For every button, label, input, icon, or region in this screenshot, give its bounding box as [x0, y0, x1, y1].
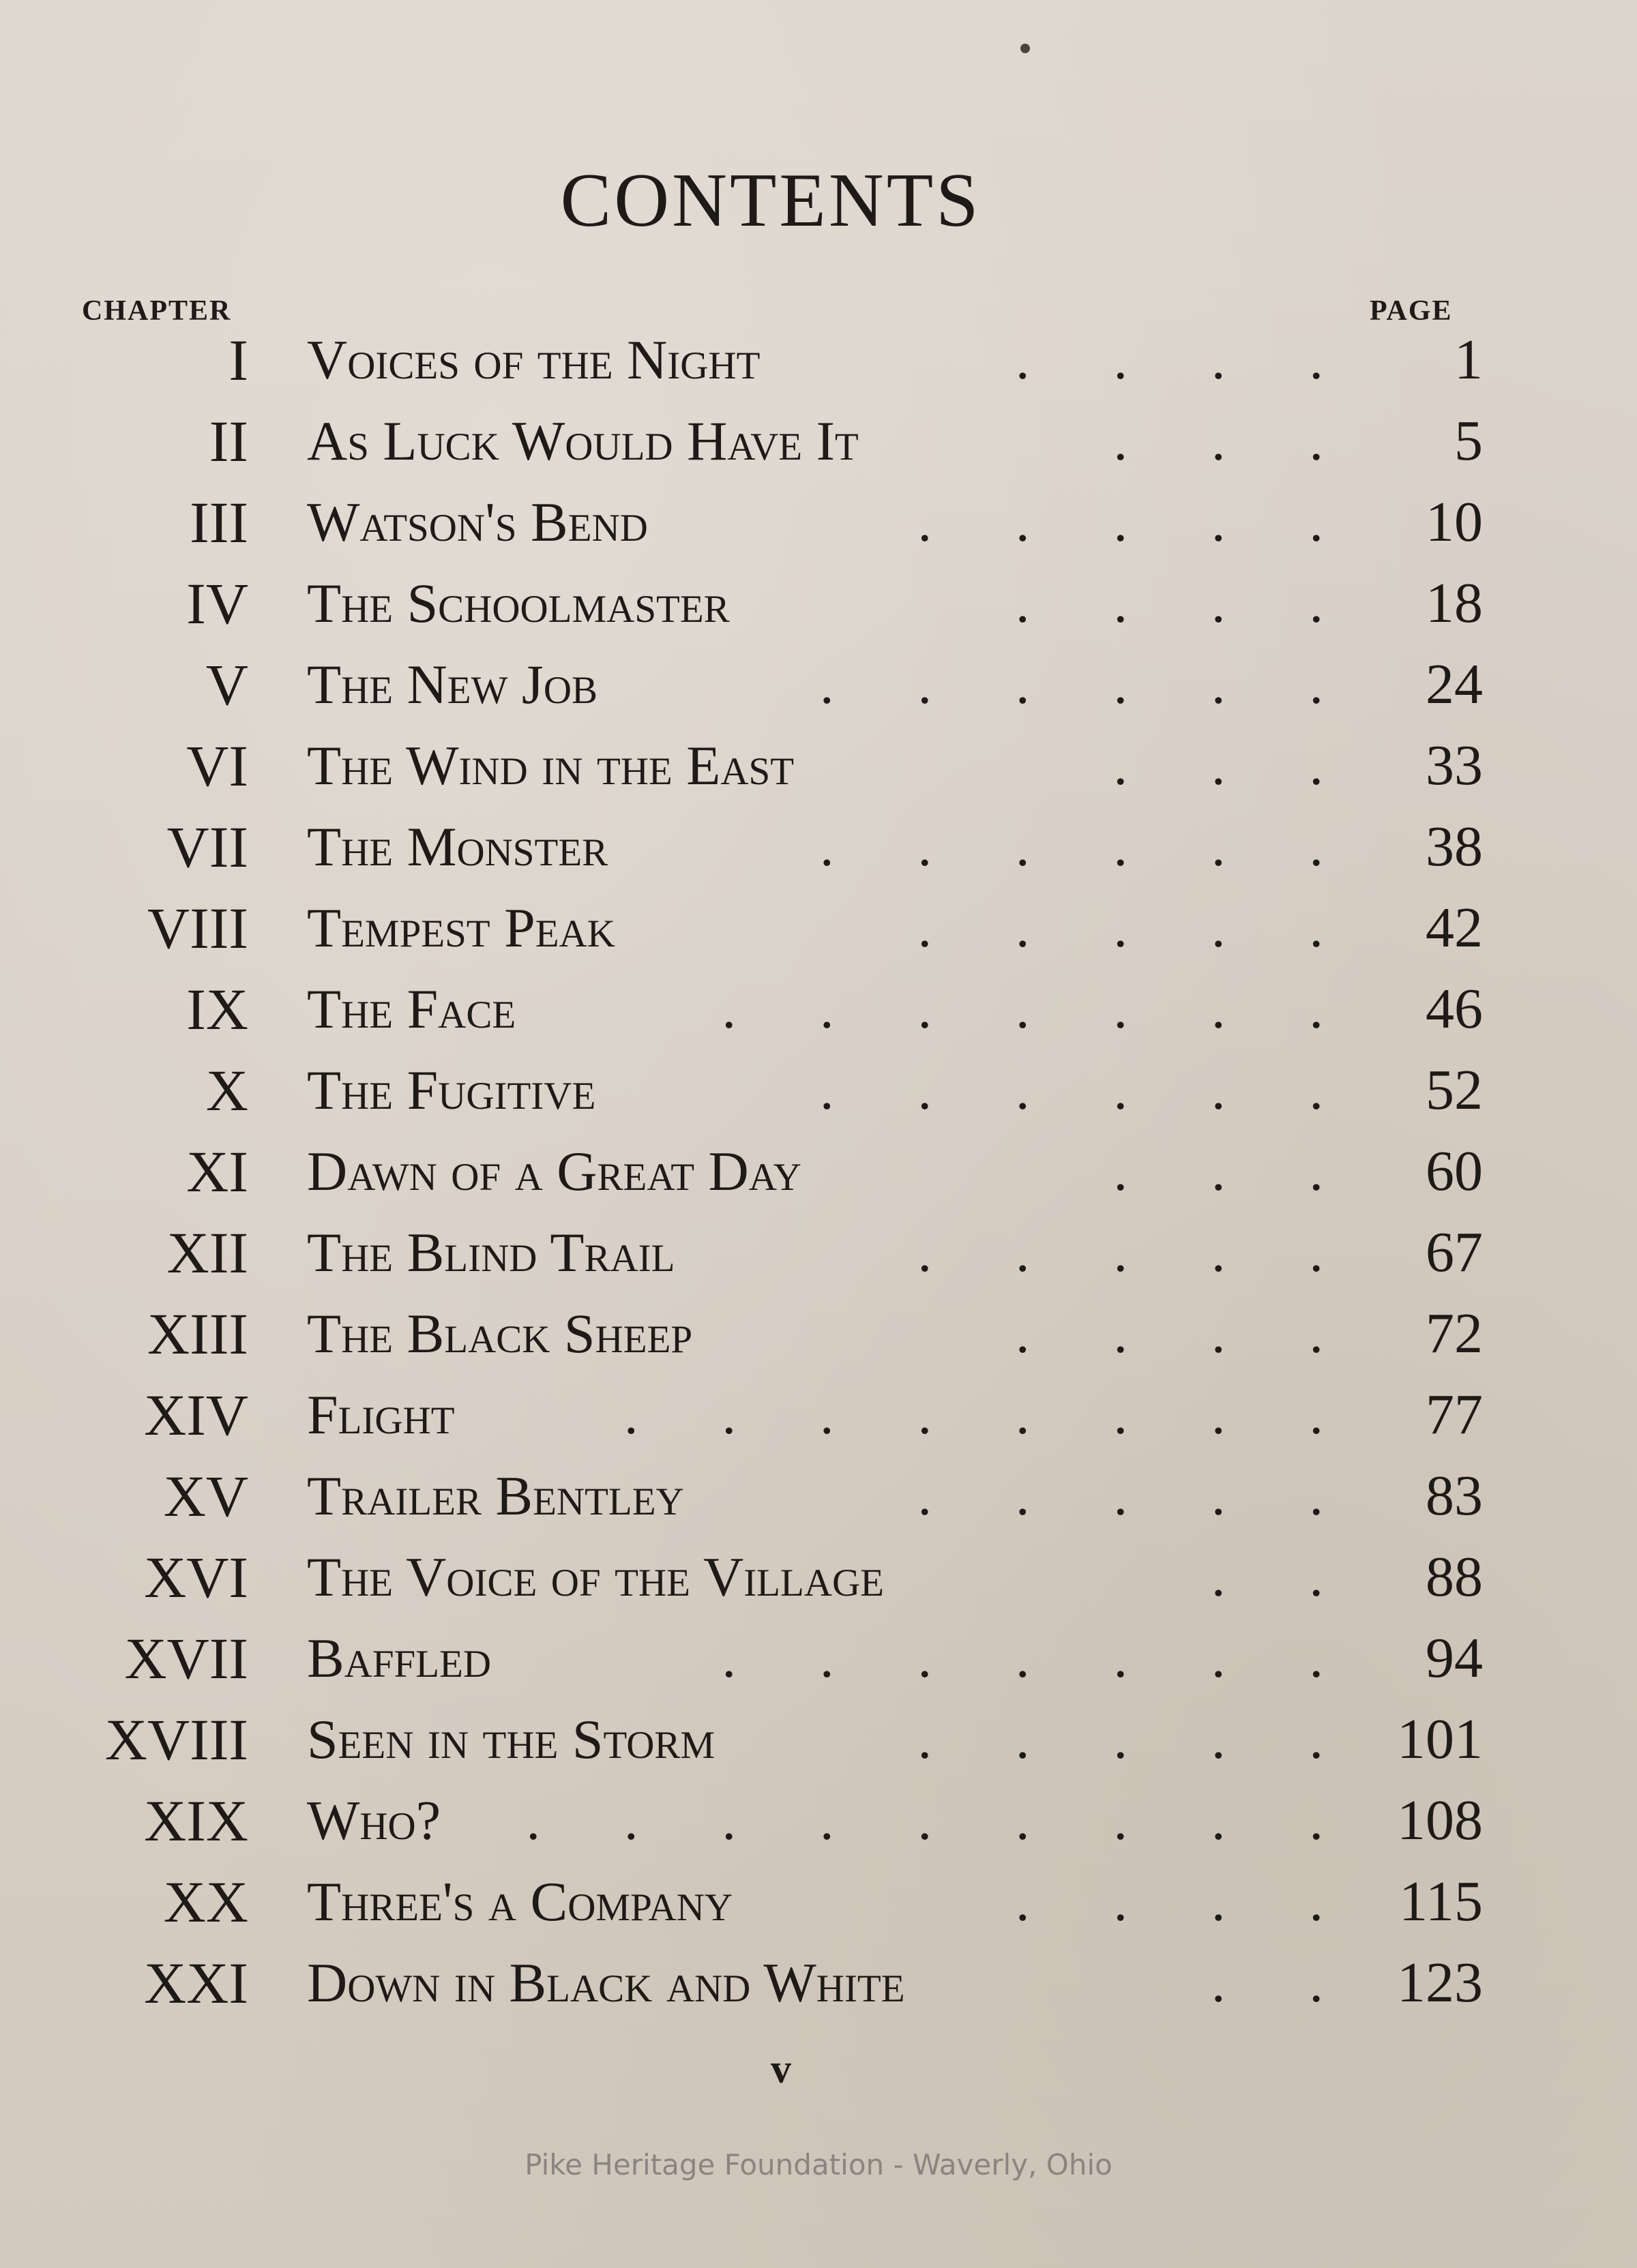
page-number: 108 — [1397, 1789, 1483, 1852]
toc-entry — [0, 1053, 1637, 1128]
dot-leaders: . . . — [1113, 410, 1323, 472]
toc-entry — [0, 1945, 1637, 2020]
chapter-title: The Face — [307, 978, 516, 1040]
page-number: 10 — [1426, 490, 1483, 554]
page-number: 33 — [1426, 734, 1483, 797]
dot-leaders: . . . . — [1016, 1302, 1323, 1364]
toc-entry — [0, 972, 1637, 1047]
dot-leaders: . . . . . — [917, 491, 1323, 553]
toc-entry — [0, 1540, 1637, 1615]
page-folio: v — [771, 2046, 791, 2091]
chapter-title: The Monster — [307, 816, 608, 878]
page-number: 72 — [1426, 1302, 1483, 1365]
dot-leaders: . . . . . . — [820, 1059, 1323, 1121]
toc-entry — [0, 1459, 1637, 1534]
chapter-title: Trailer Bentley — [307, 1465, 684, 1527]
chapter-numeral: XVII — [124, 1626, 248, 1691]
page-number: 94 — [1426, 1626, 1483, 1690]
page-number: 60 — [1426, 1139, 1483, 1203]
chapter-title: The Schoolmaster — [307, 572, 730, 634]
dot-leaders: . . . . . — [917, 897, 1323, 959]
toc-entry — [0, 647, 1637, 722]
dot-leaders: . . . . . . . — [722, 978, 1323, 1040]
toc-entry — [0, 323, 1637, 398]
dot-leaders: . . . — [1113, 1140, 1323, 1202]
chapter-numeral: XIX — [144, 1788, 248, 1853]
chapter-numeral: XVI — [144, 1545, 248, 1610]
toc-entry — [0, 566, 1637, 641]
dot-leaders: . . . . . . . . — [624, 1384, 1323, 1446]
dot-leaders: . . . . . — [917, 1465, 1323, 1527]
toc-entry — [0, 728, 1637, 803]
page-number: 67 — [1426, 1221, 1483, 1284]
chapter-title: Three's a Company — [307, 1870, 733, 1933]
page-number: 115 — [1399, 1870, 1483, 1933]
toc-entry — [0, 1621, 1637, 1696]
chapter-title: Seen in the Storm — [307, 1708, 716, 1770]
toc-entry — [0, 485, 1637, 560]
chapter-numeral: XVIII — [104, 1707, 248, 1772]
chapter-title: Dawn of a Great Day — [307, 1140, 801, 1202]
chapter-numeral: VIII — [147, 895, 248, 961]
toc-entry — [0, 1783, 1637, 1858]
chapter-numeral: IV — [186, 571, 248, 636]
page-number: 77 — [1426, 1383, 1483, 1446]
toc-entry — [0, 1134, 1637, 1209]
page-number: 101 — [1397, 1707, 1483, 1771]
chapter-numeral: XII — [166, 1220, 248, 1285]
chapter-title: Tempest Peak — [307, 897, 615, 959]
chapter-numeral: VI — [186, 733, 248, 799]
toc-entry — [0, 1296, 1637, 1371]
chapter-numeral: X — [205, 1058, 248, 1123]
chapter-title: Flight — [307, 1384, 455, 1446]
chapter-numeral: XV — [163, 1463, 248, 1529]
toc-entry — [0, 404, 1637, 479]
chapter-title: Voices of the Night — [307, 329, 761, 391]
chapter-numeral: IX — [186, 976, 248, 1042]
dot-leaders: . . . . — [1016, 329, 1323, 391]
dot-leaders: . . . . . . . . . — [526, 1789, 1323, 1851]
ink-speck — [1020, 44, 1030, 53]
page-number: 5 — [1454, 409, 1483, 473]
chapter-title: The Blind Trail — [307, 1221, 675, 1283]
toc-entry — [0, 891, 1637, 966]
chapter-numeral: V — [205, 652, 248, 717]
chapter-title: The Wind in the East — [307, 734, 795, 796]
dot-leaders: . . . . — [1016, 572, 1323, 634]
chapter-numeral: XXI — [144, 1950, 248, 2016]
page-number: 18 — [1426, 571, 1483, 635]
chapter-title: Down in Black and White — [307, 1952, 905, 2014]
chapter-title: Watson's Bend — [307, 491, 648, 553]
dot-leaders: . . — [1211, 1952, 1323, 2014]
dot-leaders: . . . . . . . — [722, 1627, 1323, 1689]
page-number: 123 — [1397, 1951, 1483, 2014]
chapter-numeral: XI — [186, 1139, 248, 1204]
page-number: 52 — [1426, 1058, 1483, 1122]
page-number: 46 — [1426, 977, 1483, 1041]
chapter-title: The Black Sheep — [307, 1302, 693, 1364]
chapter-numeral: XIV — [144, 1382, 248, 1448]
toc-entry — [0, 809, 1637, 884]
dot-leaders: . . — [1211, 1546, 1323, 1608]
dot-leaders: . . . . — [1016, 1870, 1323, 1933]
chapter-title: As Luck Would Have It — [307, 410, 859, 472]
toc-entry — [0, 1377, 1637, 1452]
chapter-numeral: XIII — [147, 1301, 248, 1367]
dot-leaders: . . . . . — [917, 1221, 1323, 1283]
page-number: 24 — [1426, 653, 1483, 716]
chapter-title: The New Job — [307, 653, 598, 715]
chapter-numeral: II — [209, 408, 248, 474]
page-column-heading: PAGE — [1370, 295, 1453, 327]
page-number: 42 — [1426, 896, 1483, 959]
dot-leaders: . . . . . . — [820, 816, 1323, 878]
chapter-title: Baffled — [307, 1627, 492, 1689]
page-number: 38 — [1426, 815, 1483, 878]
chapter-title: The Voice of the Village — [307, 1546, 884, 1608]
watermark-credit: Pike Heritage Foundation - Waverly, Ohio — [525, 2148, 1112, 2181]
page-number: 83 — [1426, 1464, 1483, 1527]
dot-leaders: . . . . . . — [820, 653, 1323, 715]
chapter-title: Who? — [307, 1789, 441, 1851]
dot-leaders: . . . . . — [917, 1708, 1323, 1770]
chapter-numeral: XX — [163, 1869, 248, 1935]
chapter-numeral: VII — [166, 814, 248, 880]
toc-entry — [0, 1215, 1637, 1290]
page-number: 1 — [1454, 328, 1483, 391]
page-title: CONTENTS — [560, 158, 982, 243]
chapter-title: The Fugitive — [307, 1059, 596, 1121]
page-number: 88 — [1426, 1545, 1483, 1609]
chapter-numeral: III — [190, 490, 248, 555]
dot-leaders: . . . — [1113, 734, 1323, 796]
toc-entry — [0, 1864, 1637, 1939]
chapter-column-heading: CHAPTER — [82, 295, 232, 327]
chapter-numeral: I — [228, 327, 248, 393]
toc-entry — [0, 1702, 1637, 1777]
